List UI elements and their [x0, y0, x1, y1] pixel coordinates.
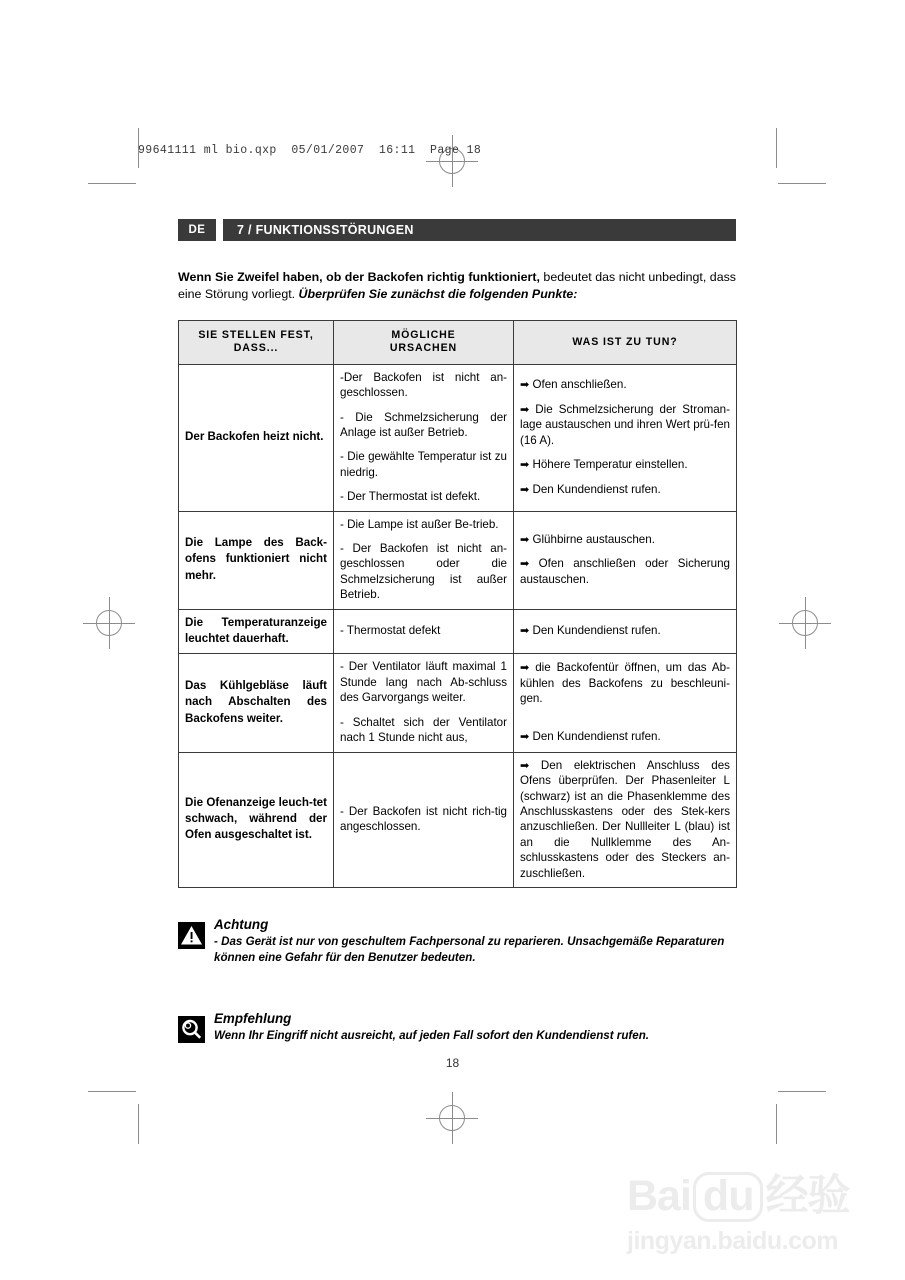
crop-mark-bottom-left-horizontal — [88, 1091, 136, 1092]
symptom-cell: Der Backofen heizt nicht. — [179, 364, 334, 511]
action-item — [520, 482, 730, 498]
causes-cell — [334, 511, 514, 609]
action-text: Glühbirne austauschen. — [532, 532, 655, 546]
watermark-bai: Bai — [627, 1172, 691, 1220]
action-text: Den elektrischen Anschluss des Ofens überprüfen. Der Phasenleiter L (schwarz) ist an die Phasenklemme des Anschlusskastens oder des Stek-kers anzuschließen. Der Nullleiter L (blau) ist an die Nullklemme des An-schlusskastens oder des Steckers an-zuschließen. — [520, 758, 730, 880]
action-text: Höhere Temperatur einstellen. — [532, 458, 688, 472]
column-header-symptom-line2: DASS... — [233, 342, 279, 355]
column-header-actions — [514, 321, 737, 364]
baidu-watermark — [627, 1172, 887, 1254]
causes-cell — [334, 364, 514, 511]
intro-bold-italic-tail: Überprüfen Sie zunächst die folgenden Punkte: — [298, 286, 578, 301]
action-item — [520, 660, 730, 706]
arrow-icon: ➡ — [520, 483, 530, 496]
column-header-symptom — [179, 321, 334, 364]
arrow-icon: ➡ — [520, 625, 530, 638]
action-item — [520, 729, 730, 745]
arrow-icon: ➡ — [520, 378, 530, 391]
actions-cell — [514, 609, 737, 654]
arrow-icon: ➡ — [520, 661, 530, 674]
action-text: Den Kundendienst rufen. — [532, 624, 661, 638]
symptom-cell: Die Lampe des Back-ofens funktioniert nicht mehr. — [179, 511, 334, 609]
file-header-line: 99641111 ml bio.qxp 05/01/2007 16:11 Page 18 — [138, 144, 482, 157]
actions-cell — [514, 511, 737, 609]
registration-mark-left — [83, 597, 135, 649]
troubleshooting-table — [178, 320, 737, 888]
action-item — [520, 377, 730, 393]
language-code-badge: DE — [178, 219, 216, 241]
symptom-cell: Die Ofenanzeige leuch-tet schwach, während der Ofen ausgeschaltet ist. — [179, 752, 334, 887]
cause-item: - Schaltet sich der Ventilator nach 1 Stunde nicht aus, — [340, 715, 507, 745]
cause-item: - Thermostat defekt — [340, 624, 441, 638]
symptom-cell: Das Kühlgebläse läuft nach Abschalten des Backofens weiter. — [179, 654, 334, 752]
action-item — [520, 532, 730, 548]
watermark-logo — [627, 1172, 887, 1222]
table-row — [179, 752, 737, 887]
banner-spacer — [216, 219, 223, 241]
action-item — [520, 623, 730, 639]
arrow-icon: ➡ — [520, 459, 530, 472]
section-title: 7 / FUNKTIONSSTÖRUNGEN — [223, 219, 736, 241]
causes-cell — [334, 609, 514, 654]
action-text: Die Schmelzsicherung der Stroman-lage austauschen und ihren Wert prü-fen (16 A). — [520, 402, 730, 447]
action-text: Den Kundendienst rufen. — [532, 730, 661, 744]
cause-item: - Der Ventilator läuft maximal 1 Stunde lang nach Ab-schluss des Garvorgangs weiter. — [340, 660, 507, 705]
causes-cell — [334, 654, 514, 752]
action-item — [520, 758, 730, 881]
registration-mark-right — [779, 597, 831, 649]
action-item — [520, 402, 730, 448]
table-row — [179, 511, 737, 609]
cause-item: -Der Backofen ist nicht an-geschlossen. — [340, 370, 507, 400]
arrow-icon: ➡ — [520, 403, 530, 416]
intro-normal-text: bedeutet das nicht unbedingt, dass eine Störung vorliegt. — [178, 270, 736, 301]
notice-empfehlung — [178, 1012, 736, 1044]
notice-title: Achtung — [214, 916, 269, 932]
notice-achtung — [178, 918, 736, 966]
watermark-du: du — [693, 1172, 764, 1222]
crop-mark-top-left-horizontal — [88, 183, 136, 184]
action-item — [520, 457, 730, 473]
table-row — [179, 364, 737, 511]
action-text: Den Kundendienst rufen. — [532, 482, 661, 496]
actions-cell — [514, 364, 737, 511]
crop-mark-bottom-right-vertical — [776, 1104, 777, 1144]
table-row — [179, 609, 737, 654]
arrow-icon: ➡ — [520, 558, 530, 571]
arrow-icon: ➡ — [520, 759, 530, 772]
crop-mark-bottom-right-horizontal — [778, 1091, 826, 1092]
action-text: Ofen anschließen. — [532, 377, 627, 391]
table-row — [179, 654, 737, 752]
registration-mark-bottom — [426, 1092, 478, 1144]
table-body — [179, 364, 737, 887]
magnifier-icon — [178, 1016, 205, 1043]
column-header-causes — [334, 321, 514, 364]
cause-item: - Die Schmelzsicherung der Anlage ist außer Betrieb. — [340, 410, 507, 439]
action-text: die Backofentür öffnen, um das Ab-kühlen des Backofens zu beschleuni-gen. — [520, 660, 730, 705]
intro-paragraph — [178, 269, 736, 302]
table-header-row — [179, 321, 737, 364]
action-item — [520, 556, 730, 587]
column-header-symptom-line1: SIE STELLEN FEST, — [198, 329, 314, 342]
section-banner — [178, 219, 736, 241]
registration-mark-top — [426, 135, 478, 187]
notice-body: - Das Gerät ist nur von geschultem Fachpersonal zu reparieren. Unsachgemäße Reparaturen können eine Gefahr für den Benutzer bedeuten. — [214, 934, 725, 964]
column-header-causes-line1: MÖGLICHE — [391, 329, 456, 342]
symptom-cell: Die Temperaturanzeige leuchtet dauerhaft. — [179, 609, 334, 654]
actions-cell — [514, 752, 737, 887]
crop-mark-top-right-vertical — [776, 128, 777, 168]
column-header-causes-line2: URSACHEN — [389, 342, 458, 355]
cause-item: - Der Backofen ist nicht an-geschlossen oder die Schmelzsicherung ist außer Betrieb. — [340, 541, 507, 602]
intro-bold-lead: Wenn Sie Zweifel haben, ob der Backofen richtig funktioniert, — [178, 270, 540, 284]
watermark-jingyan: 经验 — [765, 1172, 850, 1220]
actions-cell — [514, 654, 737, 752]
arrow-icon: ➡ — [520, 731, 530, 744]
notice-title: Empfehlung — [214, 1011, 292, 1027]
cause-item: - Die Lampe ist außer Be-trieb. — [340, 517, 499, 531]
crop-mark-top-right-horizontal — [778, 183, 826, 184]
page-number: 18 — [445, 1056, 460, 1070]
watermark-url: jingyan.baidu.com — [627, 1226, 838, 1255]
page-content — [178, 219, 736, 1044]
crop-mark-bottom-left-vertical — [138, 1104, 139, 1144]
cause-item: - Die gewählte Temperatur ist zu niedrig. — [340, 450, 507, 479]
action-text: Ofen anschließen oder Sicherung austauschen. — [520, 557, 730, 586]
causes-cell — [334, 752, 514, 887]
notice-body: Wenn Ihr Eingriff nicht ausreicht, auf jeden Fall sofort den Kundendienst rufen. — [214, 1028, 650, 1042]
arrow-icon: ➡ — [520, 533, 530, 546]
column-header-actions-text: WAS IST ZU TUN? — [572, 335, 678, 348]
warning-triangle-icon — [178, 922, 205, 949]
cause-item: - Der Thermostat ist defekt. — [340, 490, 481, 504]
cause-item: - Der Backofen ist nicht rich-tig angeschlossen. — [340, 804, 507, 834]
